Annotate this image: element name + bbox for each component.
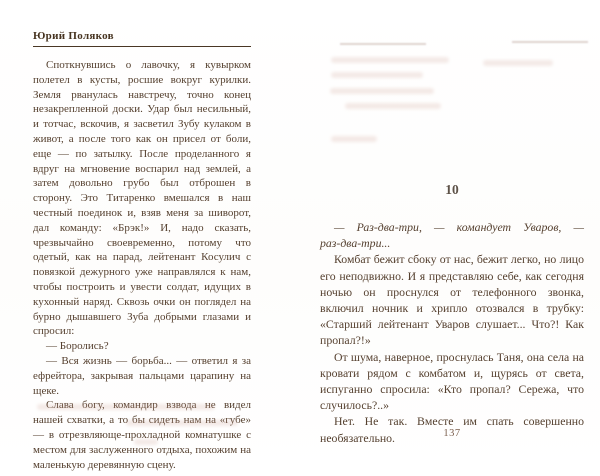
bleedthrough-smudge	[126, 420, 238, 426]
paragraph-italic-command: — Раз-два-три, — командует Уваров, — раз-два-три...	[320, 220, 584, 251]
paragraph: Комбат бежит сбоку от нас, бежит легко, но лицо его неподвижно. И я представляю себе, как сегодня ночью он проснулся от телефонного звонка, включил ночник и хрипло отозвался в трубку: «Старший лейтенант Уваров слушает... Что?! Как пропал?!»	[320, 252, 584, 348]
bleedthrough-rule	[340, 43, 426, 45]
paragraph-dialogue: — Боролись?	[46, 340, 109, 353]
right-page-body	[320, 219, 584, 446]
left-page-body	[33, 58, 251, 472]
paragraph: Споткнувшись о лавочку, я кувырком полетел в кусты, росшие вокруг курилки. Земля рванулась навстречу, точно конец незакрепленной доски. Удар был несильный, и тотчас, вскочив, я засветил Зубу кулаком в живот, а после того как он присел от боли, еще — по затылку. После проделанного я вдруг на мгновение воспарил над землей, а затем довольно грубо был отброшен в сторону. Это Титаренко вмешался в наш честный поединок и, взяв меня за шиворот, дал команду: «Брэк!» И, надо сказать, чрезвычайно своевременно, потому что одетый, как на парад, лейтенант Косулич с повязкой дежурного уже направлялся к нам, чтобы построить и увести солдат, идущих в кухонный наряд. Сквозь очки он поглядел на бурно дышавшего Зуба добрыми глазами и спросил:	[33, 59, 251, 338]
bleedthrough-smudge	[37, 404, 215, 410]
bleedthrough-smudge	[134, 439, 158, 445]
bleedthrough-smudge	[330, 88, 434, 94]
page-number: 137	[443, 428, 461, 439]
bleedthrough-rule	[512, 41, 588, 43]
paragraph-dialogue: — Вся жизнь — борьба... — ответил я за ефрейтора, закрывая пальцами царапину на щеке.	[33, 354, 251, 397]
bleedthrough-smudge	[331, 57, 449, 63]
paragraph: Нет. Не так. Вместе им спать совершенно необязательно.	[320, 414, 584, 445]
bleedthrough-smudge	[331, 136, 377, 142]
right-page	[320, 182, 584, 446]
chapter-number: 10	[445, 182, 459, 197]
bleedthrough-smudge	[483, 60, 553, 66]
paragraph: От шума, наверное, проснулась Таня, она села на кровати рядом с комбатом и, щурясь от света, испуганно спросила: «Кто пропал? Сережа, что случилось?..»	[320, 349, 584, 413]
bleedthrough-smudge	[331, 72, 423, 78]
bleedthrough-smudge	[345, 103, 441, 109]
running-header-author: Юрий Поляков	[33, 30, 251, 47]
paragraph: Слава богу, командир взвода не видел нашей схватки, а то бы сидеть нам на «губе» — в отрезвляюще-прохладной комнатушке с местом для заслуженного отдыха, похожим на маленькую деревянную сцену.	[33, 399, 251, 471]
